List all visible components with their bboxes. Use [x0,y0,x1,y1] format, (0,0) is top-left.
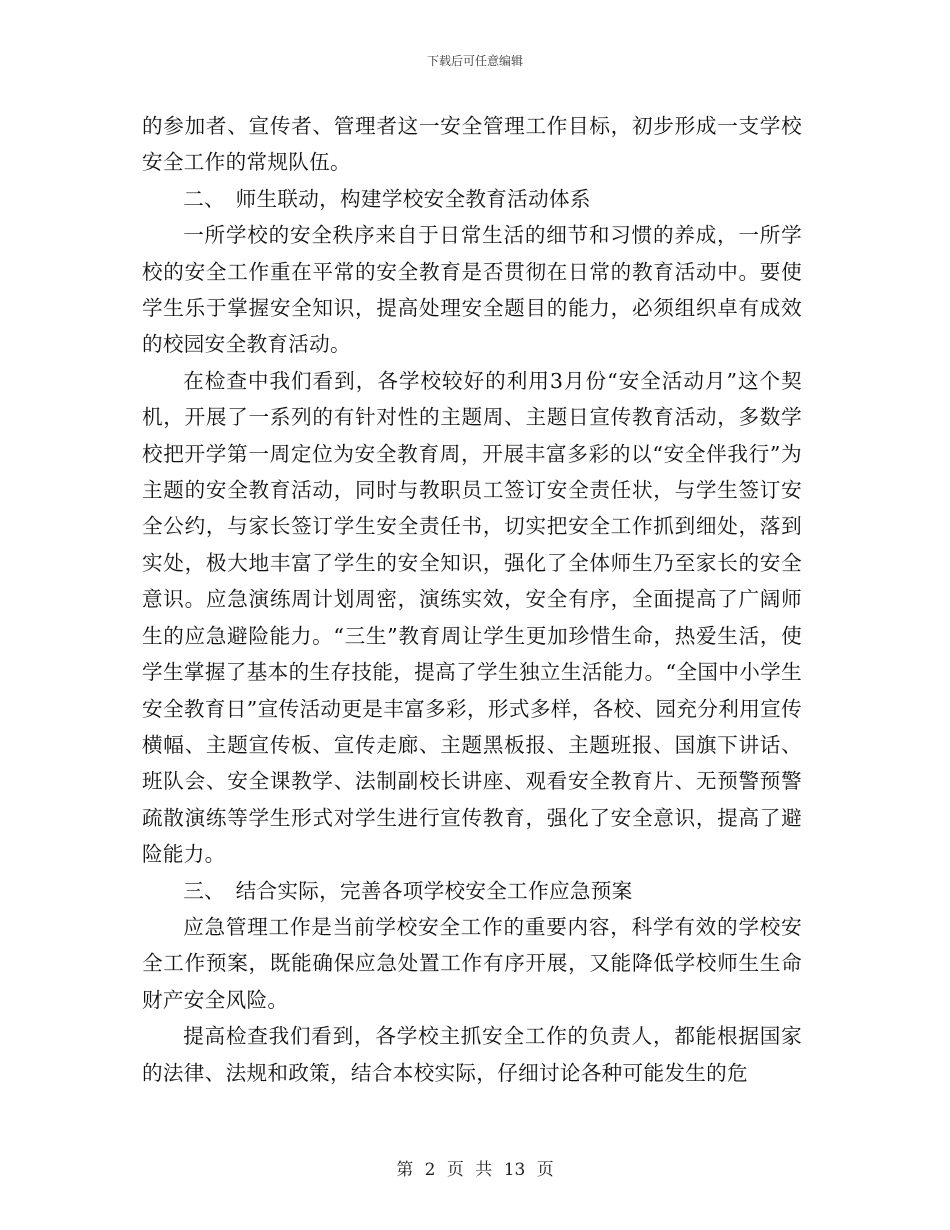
section-heading-3: 三、 结合实际，完善各项学校安全工作应急预案 [183,878,633,903]
paragraph-responsible: 提高检查我们看到，各学校主抓安全工作的负责人，都能根据国家的法律、法规和政策，结合本校实际，仔细讨论各种可能发生的危 [142,1024,802,1085]
document-body [142,108,802,1091]
paragraph-inspection: 在检查中我们看到，各学校较好的利用3月份“安全活动月”这个契机，开展了一系列的有针对性的主题周、主题日宣传教育活动，多数学校把开学第一周定位为安全教育周，开展丰富多彩的以“安全伴我行”为主题的安全教育活动，同时与教职员工签订安全责任状，与学生签订安全公约，与家长签订学生安全责任书，切实把安全工作抓到细处，落到实处，极大地丰富了学生的安全知识，强化了全体师生乃至家长的安全意识。应急演练周计划周密，演练实效，安全有序，全面提高了广阔师生的应急避险能力。“三生”教育周让学生更加珍惜生命，热爱生活，使学生掌握了基本的生存技能，提高了学生独立生活能力。“全国中小学生安全教育日”宣传活动更是丰富多彩，形式多样，各校、园充分利用宣传横幅、主题宣传板、宣传走廊、主题黑板报、主题班报、国旗下讲话、班队会、安全课教学、法制副校长讲座、观看安全教育片、无预警预警疏散演练等学生形式对学生进行宣传教育，强化了安全意识，提高了避险能力。 [142,368,802,867]
paragraph-intro: 一所学校的安全秩序来自于日常生活的细节和习惯的养成，一所学校的安全工作重在平常的安全教育是否贯彻在日常的教育活动中。要使学生乐于掌握安全知识，提高处理安全题目的能力，必须组织卓有成效的校园安全教育活动。 [142,223,802,357]
page-number: 第 2 页 共 13 页 [396,1160,554,1180]
section-heading-2: 二、 师生联动，构建学校安全教育活动体系 [183,186,591,211]
paragraph-emergency: 应急管理工作是当前学校安全工作的重要内容，科学有效的学校安全工作预案，既能确保应急处置工作有序开展，又能降低学校师生生命财产安全风险。 [142,914,802,1012]
page-header-note: 下载后可任意编辑 [426,54,523,68]
paragraph-continuation: 的参加者、宣传者、管理者这一安全管理工作目标，初步形成一支学校安全工作的常规队伍。 [142,114,802,175]
